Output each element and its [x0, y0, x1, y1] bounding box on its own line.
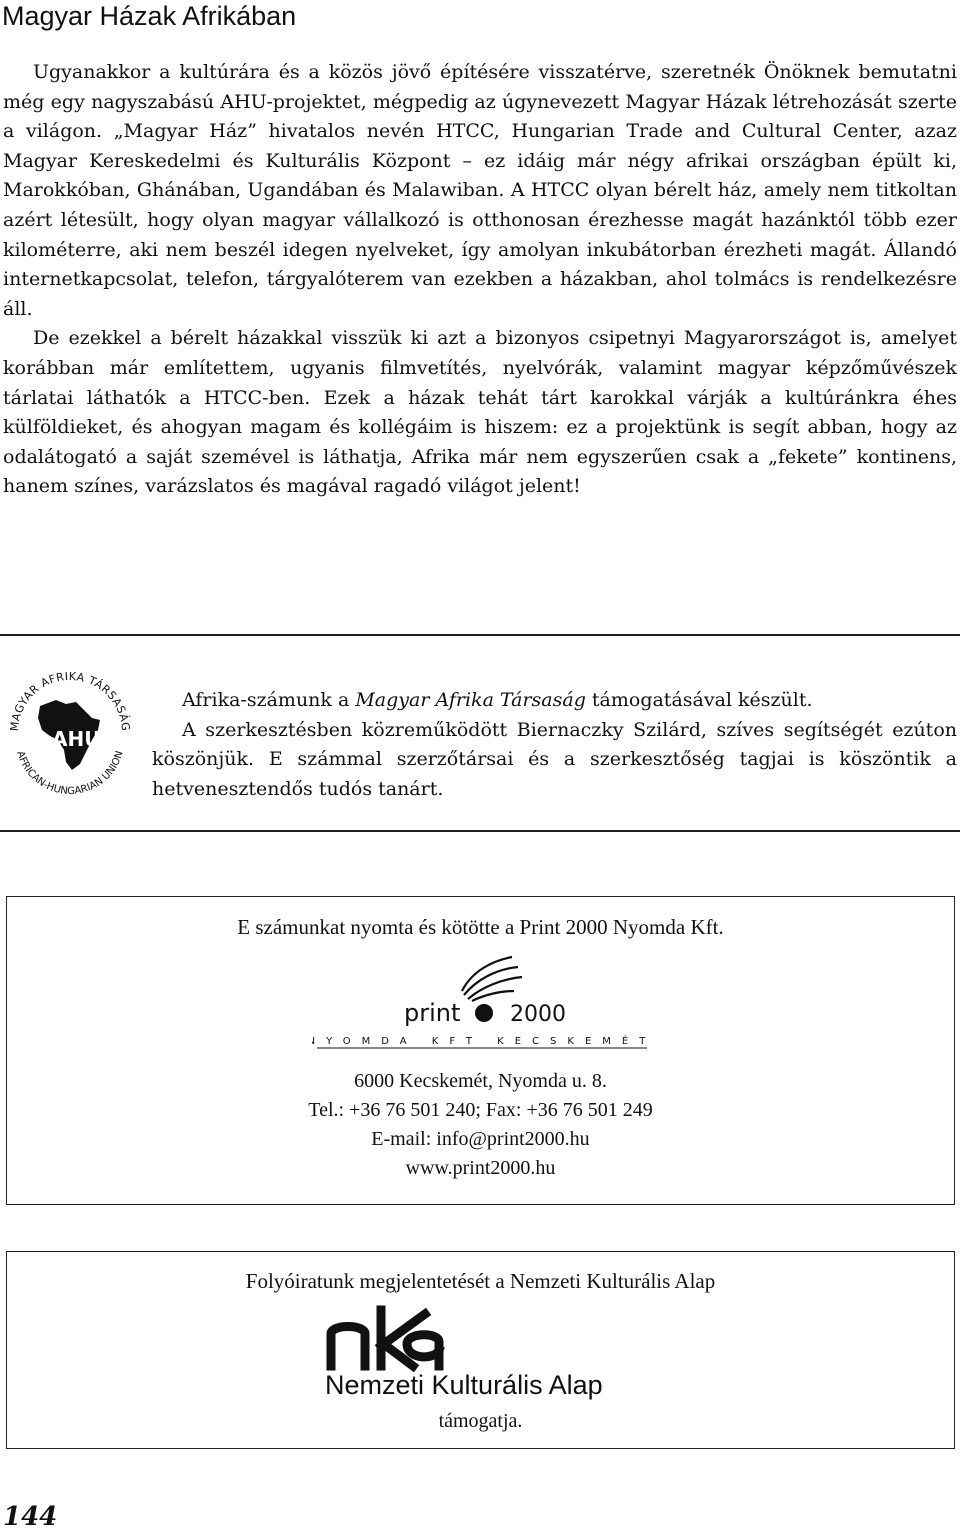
nka-name: Nemzeti Kulturális Alap: [325, 1370, 603, 1400]
bird-icon: [462, 957, 522, 1001]
credits: [152, 686, 957, 804]
printer-email: E-mail: info@print2000.hu: [371, 1128, 590, 1150]
divider-bottom: [0, 830, 960, 832]
ahu-logo-arc-bottom: AFRICAN-HUNGARIAN UNION: [14, 749, 126, 798]
print2000-logo-year: 2000: [510, 1002, 566, 1027]
nka-intro: Folyóiratunk megjelentetését a Nemzeti Kulturális Alap: [245, 1269, 716, 1293]
article-paragraph: De ezekkel a bérelt házakkal visszük ki azt a bizonyos csipetnyi Magyarországot is, amelyet korábban már említettem, ugyanis filmvetítés, nyelvórák, valamint magyar képzőművészek tárlatai láthatók a HTCC-ben. Ezek a házak tehát tárt karokkal várják a kultúránkra éhes külföldieket, és ahogyan magam és kollégáim is hiszem: ez a projektünk is segít abban, hogy az odalátogató a saját szemével is láthatja, Afrika már nem egyszerűen csak a „fekete” kontinens, hanem színes, varázslatos és magával ragadó világot jelent!: [3, 327, 957, 498]
page-number: 144: [3, 1502, 58, 1532]
credits-line-2: A szerkesztésben közreműködött Biernaczky Szilárd, szíves segítségét ezúton köszönjük. E számmal szerzőtársai és a szerkesztőség tagjai is köszöntik a hetvenesztendős tudós tanárt.: [152, 718, 957, 800]
ahu-logo-arc-top: MAGYAR AFRIKA TÁRSASÁG: [7, 669, 133, 732]
divider-top: [0, 634, 960, 636]
printer-web: www.print2000.hu: [405, 1157, 556, 1179]
credits-line-1: Afrika-számunk a Magyar Afrika Társaság támogatásával készült.: [182, 689, 813, 711]
nka-support: támogatja.: [438, 1410, 523, 1432]
article-paragraph: Ugyanakkor a kultúrára és a közös jövő építésére visszatérve, szeretnék Önöknek bemutatni még egy nagyszabású AHU-projektet, mégpedig az úgynevezett Magyar Házak létrehozását szerte a világon. „Magyar Ház” hivatalos nevén HTCC, Hungarian Trade and Cultural Center, azaz Magyar Kereskedelmi és Kulturális Központ – ez idáig már négy afrikai országban épült ki, Marokkóban, Ghánában, Ugandában és Malawiban. A HTCC olyan bérelt ház, amely nem titkoltan azért létesült, hogy olyan magyar vállalkozó is otthonosan érezhesse magát hazánktól több ezer kilométerre, aki nem beszél idegen nyelveket, így amolyan inkubátorban érezheti magát. Állandó internetkapcsolat, telefon, tárgyalóterem van ezekben a házakban, ahol tolmács is rendelkezésre áll.: [3, 61, 957, 320]
printer-phone: Tel.: +36 76 501 240; Fax: +36 76 501 249: [308, 1099, 653, 1121]
print2000-logo: [312, 951, 652, 1051]
article-body: [3, 58, 957, 502]
page-title: Magyar Házak Afrikában: [2, 1, 297, 31]
printer-intro: E számunkat nyomta és kötötte a Print 2000 Nyomda Kft.: [237, 915, 724, 939]
nka-logo: [325, 1302, 445, 1372]
print2000-logo-sub: NYOMDA KFT KECSKEMÉT: [312, 1036, 652, 1047]
print2000-logo-word: print: [404, 999, 461, 1027]
print2000-dot-icon: [475, 1004, 493, 1022]
printer-box: [6, 896, 955, 1205]
printer-address: 6000 Kecskemét, Nyomda u. 8.: [354, 1070, 607, 1092]
ahu-logo-letters: AHU: [52, 727, 101, 751]
nka-box: [6, 1251, 955, 1449]
ahu-logo: [0, 660, 140, 800]
